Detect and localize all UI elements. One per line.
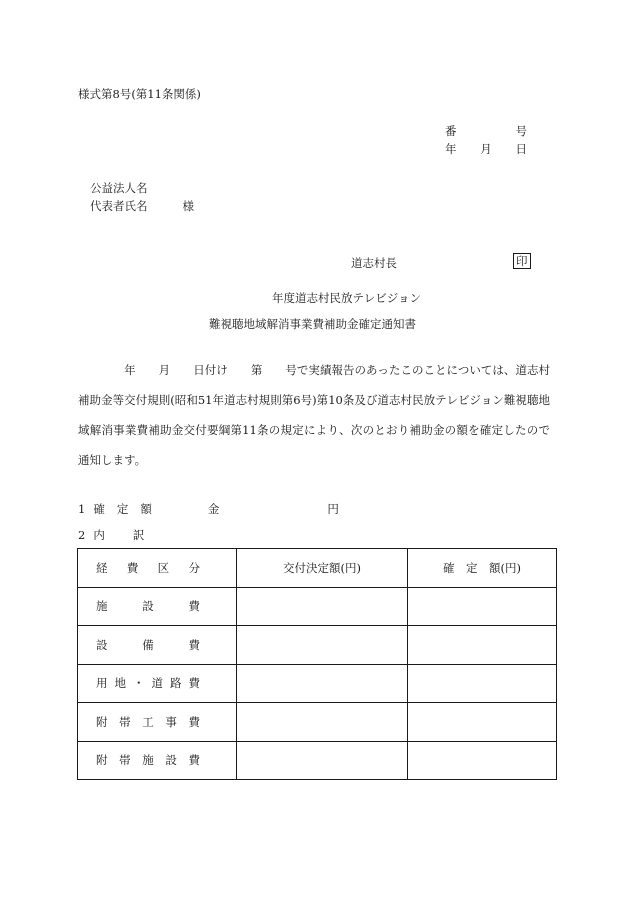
- day-label: 日: [515, 142, 527, 156]
- seal-mark: 印: [513, 253, 531, 269]
- go-label: 号: [515, 124, 527, 138]
- grant-amount-cell[interactable]: [237, 741, 408, 780]
- row-label: 設 備 費: [96, 637, 200, 652]
- sender-name: 道志村長: [351, 256, 397, 270]
- grant-amount-cell[interactable]: [237, 664, 408, 703]
- row-label-cell: [78, 703, 237, 742]
- ban-label: 番: [445, 124, 457, 138]
- title-line-2: 難視聴地域解消事業費補助金確定通知書: [209, 317, 416, 331]
- table-row: [78, 626, 557, 665]
- row-label-cell: [78, 664, 237, 703]
- table-row: [78, 741, 557, 780]
- document-number-line: [445, 123, 527, 139]
- row-label: 附 帯 工 事 費: [96, 714, 200, 729]
- month-label: 月: [480, 142, 492, 156]
- form-number: 様式第8号(第11条関係): [78, 87, 201, 101]
- item2-number: 2: [78, 528, 86, 542]
- table-row: [78, 664, 557, 703]
- table-row: [78, 587, 557, 626]
- row-label-cell: [78, 741, 237, 780]
- year-label: 年: [445, 142, 457, 156]
- grant-amount-cell[interactable]: [237, 703, 408, 742]
- confirmed-amount-cell[interactable]: [408, 664, 557, 703]
- item-breakdown: [78, 527, 172, 543]
- row-label: 用 地 ・ 道 路 費: [96, 676, 200, 691]
- yen-label: 円: [327, 502, 339, 516]
- confirmed-amount-cell[interactable]: [408, 741, 557, 780]
- row-label: 附 帯 施 設 費: [96, 753, 200, 768]
- grant-amount-cell[interactable]: [237, 626, 408, 665]
- date-line: [445, 141, 527, 157]
- title-line-1: 年度道志村民放テレビジョン: [272, 291, 422, 305]
- table-row: [78, 703, 557, 742]
- row-label-cell: [78, 587, 237, 626]
- confirmed-amount-cell[interactable]: [408, 626, 557, 665]
- grant-amount-cell[interactable]: [237, 587, 408, 626]
- breakdown-table: [77, 548, 557, 780]
- item1-label: 確定額: [93, 502, 164, 516]
- honorific: 様: [182, 199, 194, 213]
- header-cell: [78, 549, 237, 588]
- representative-name: 代表者氏名: [90, 199, 148, 213]
- item-confirmed-amount: [78, 501, 339, 517]
- confirmed-amount-cell[interactable]: [408, 703, 557, 742]
- header-grant-amount: 交付決定額(円): [237, 549, 408, 588]
- organization-name: 公益法人名: [90, 181, 148, 195]
- representative-line: [90, 198, 194, 214]
- item2-label: 内訳: [93, 528, 173, 542]
- row-label: 施 設 費: [96, 599, 200, 614]
- header-cost-category: 経 費 区 分: [96, 560, 200, 575]
- header-confirmed-amount: 確 定 額(円): [408, 549, 557, 588]
- row-label-cell: [78, 626, 237, 665]
- body-text: 年 月 日付け 第 号で実績報告のあったこのことについては、道志村補助金等交付規則(昭和51年道志村規則第6号)第10条及び道志村民放テレビジョン難視聴地域解消事業費補助金交付要綱第11条の規定により、次のとおり補助金の額を確定したので通知します。: [78, 363, 550, 467]
- confirmed-amount-cell[interactable]: [408, 587, 557, 626]
- kin-label: 金: [207, 502, 220, 516]
- table-header-row: [78, 549, 557, 588]
- item1-number: 1: [78, 502, 86, 516]
